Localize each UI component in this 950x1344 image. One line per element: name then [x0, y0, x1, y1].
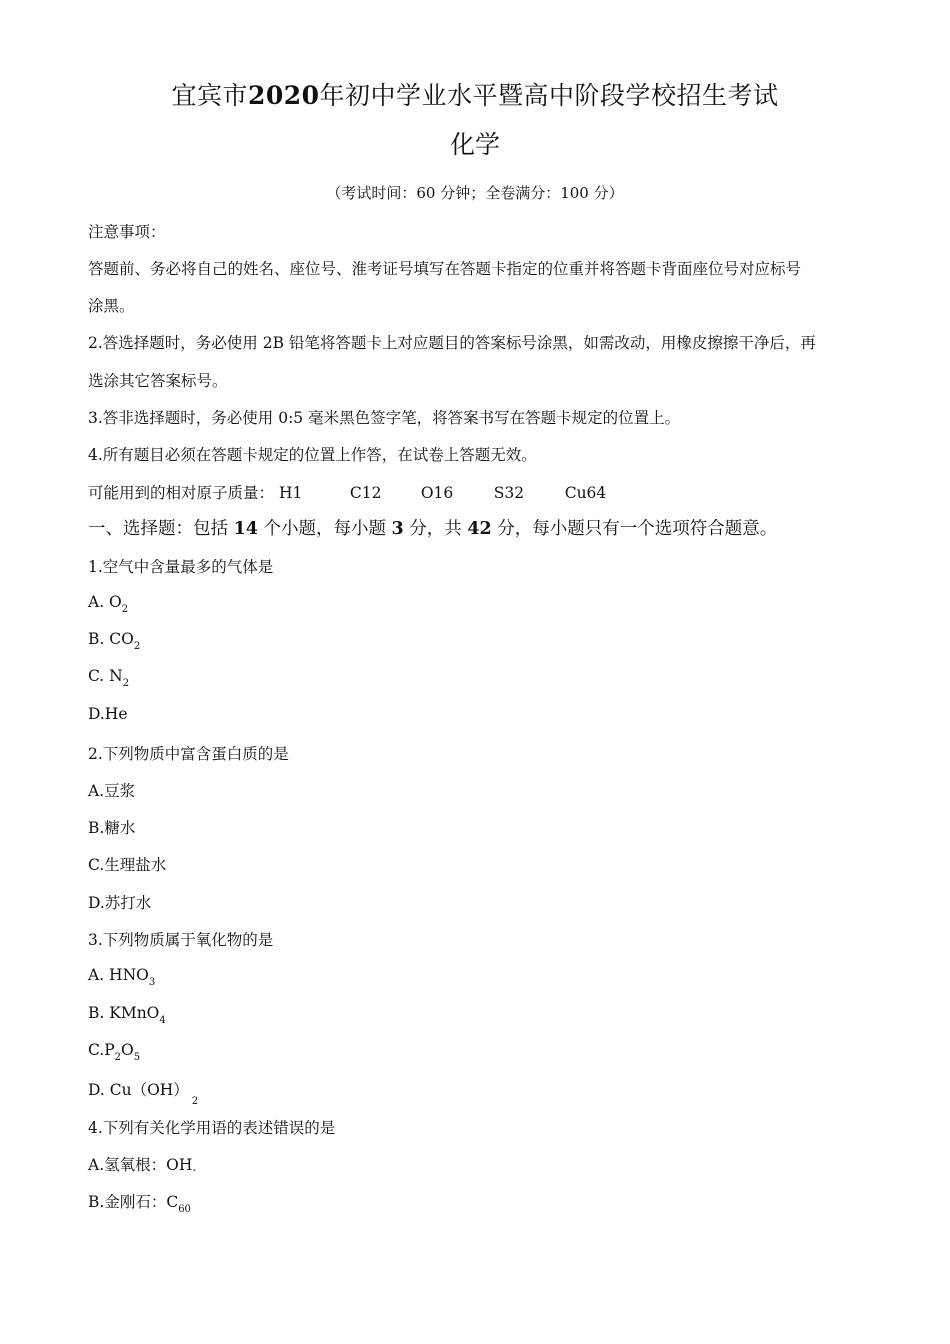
option-superscript: - — [192, 1163, 197, 1176]
section-question-count: 14 — [233, 519, 258, 539]
section-prefix: 一、选择题：包括 — [88, 519, 234, 539]
notes-heading: 注意事项： — [88, 223, 166, 241]
option-subscript: 2 — [133, 641, 141, 652]
question-3-option-d[interactable] — [88, 1078, 199, 1107]
question-3-option-a[interactable] — [88, 966, 156, 988]
note-4: 4.所有题目必须在答题卡规定的位置上作答，在试卷上答题无效。 — [88, 446, 537, 464]
note-1-line-1: 答题前、务必将自己的姓名、座位号、淮考证号填写在答题卡指定的位重并将答题卡背面座位号对应标号 — [88, 260, 802, 278]
option-text: B.金刚石：C — [88, 1193, 179, 1211]
atomic-mass-s: S32 — [493, 484, 525, 502]
option-text: C.P — [88, 1041, 115, 1059]
option-subscript: 2 — [121, 604, 129, 615]
atomic-masses — [88, 481, 606, 503]
option-text: A.氢氧根：OH — [88, 1156, 193, 1174]
question-2-stem: 2.下列物质中富含蛋白质的是 — [88, 745, 289, 763]
exam-info: （考试时间：60 分钟；全卷满分：100 分） — [326, 184, 624, 202]
option-subscript: 3 — [148, 977, 156, 988]
option-subscript: 4 — [159, 1015, 166, 1026]
title-year: 2020 — [247, 81, 320, 110]
section-suffix: 分，每小题只有一个选项符合题意。 — [491, 519, 778, 539]
option-subscript: 60 — [178, 1204, 191, 1215]
question-4-stem: 4.下列有关化学用语的表述错误的是 — [88, 1119, 336, 1137]
exam-title — [0, 76, 950, 112]
option-text: D. Cu（OH） — [88, 1081, 189, 1099]
question-2-option-b[interactable]: B.糖水 — [88, 819, 136, 837]
section-mid-2: 分，共 — [403, 519, 468, 539]
option-text: D.He — [88, 705, 128, 723]
option-text: O — [121, 1041, 134, 1059]
question-3-option-c[interactable] — [88, 1041, 141, 1063]
option-text: B. CO — [88, 630, 134, 648]
option-text: A. O — [88, 593, 122, 611]
section-mid-1: 个小题，每小题 — [257, 519, 392, 539]
atomic-mass-o: O16 — [420, 484, 454, 502]
question-1-stem: 1.空气中含量最多的气体是 — [88, 558, 274, 576]
atomic-mass-h: H1 — [278, 484, 303, 502]
option-subscript: 2 — [122, 678, 130, 689]
option-text: C. N — [88, 667, 123, 685]
note-1-line-2: 涂黑。 — [88, 297, 135, 315]
option-subscript: 2 — [114, 1052, 122, 1063]
question-2-option-d[interactable]: D.苏打水 — [88, 894, 152, 912]
option-text: B. KMnO — [88, 1004, 160, 1022]
option-text: A. HNO — [88, 966, 149, 984]
atomic-mass-c: C12 — [349, 484, 382, 502]
option-subscript: 5 — [133, 1052, 141, 1063]
atomic-mass-cu: Cu64 — [564, 484, 607, 502]
note-3: 3.答非选择题时，务必使用 0:5 毫米黑色签字笔，将答案书写在答题卡规定的位置上。 — [88, 409, 681, 427]
question-1-option-d[interactable] — [88, 705, 128, 723]
question-2-option-c[interactable]: C.生理盐水 — [88, 856, 167, 874]
title-city: 宜宾市 — [171, 81, 248, 110]
question-1-option-c[interactable] — [88, 667, 130, 689]
section-points-each: 3 — [391, 519, 404, 539]
question-1-option-b[interactable] — [88, 630, 141, 652]
question-4-option-b[interactable] — [88, 1190, 191, 1215]
question-3-stem: 3.下列物质属于氧化物的是 — [88, 931, 274, 949]
title-rest: 年初中学业水平暨高中阶段学校招生考试 — [319, 81, 779, 110]
question-3-option-b[interactable] — [88, 1004, 166, 1026]
option-subscript: 2 — [191, 1096, 199, 1107]
question-1-option-a[interactable] — [88, 593, 129, 615]
section-total-points: 42 — [467, 519, 492, 539]
section-1-heading — [88, 515, 777, 540]
atomic-masses-label: 可能用到的相对原子质量： — [88, 484, 275, 502]
note-2-line-2: 选涂其它答案标号。 — [88, 372, 228, 390]
note-2-line-1: 2.答选择题时，务必使用 2B 铅笔将答题卡上对应题目的答案标号涂黑，如需改动，用橡皮擦擦干净后，再 — [88, 334, 816, 352]
subject-title: 化学 — [449, 130, 500, 159]
question-4-option-a[interactable] — [88, 1153, 196, 1176]
question-2-option-a[interactable]: A.豆浆 — [88, 782, 136, 800]
